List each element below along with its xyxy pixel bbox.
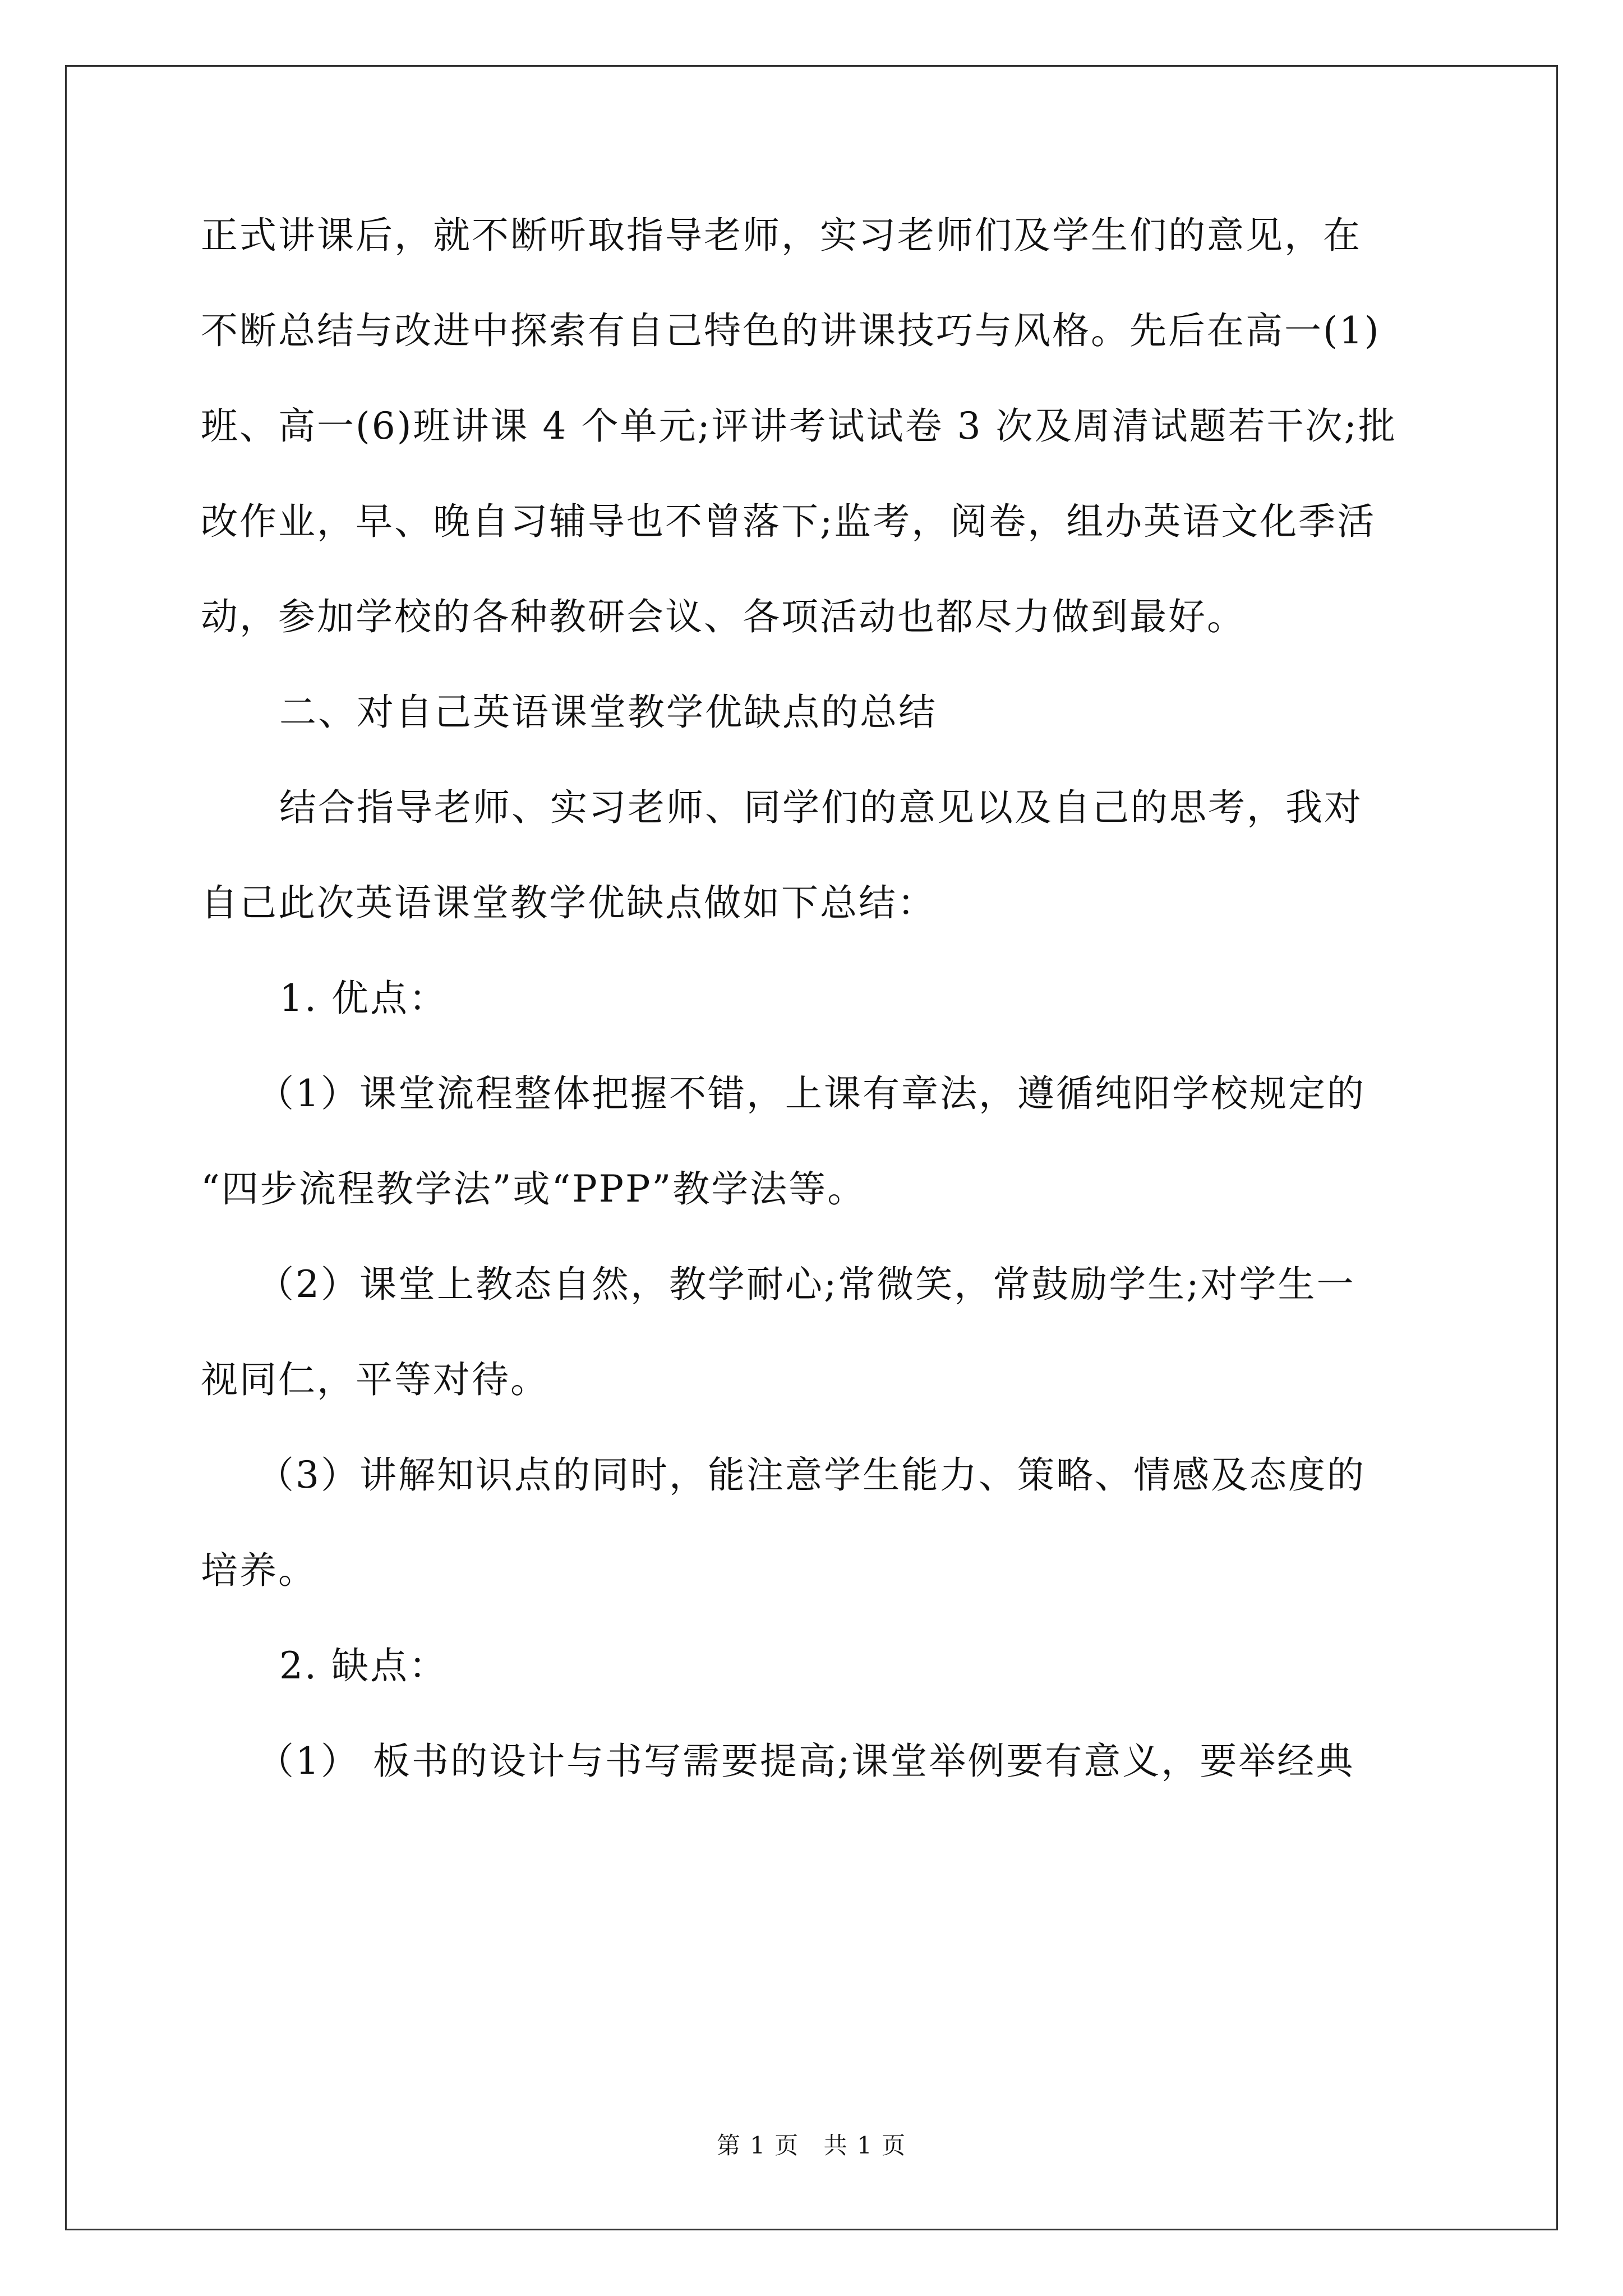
subsection-heading: 2. 缺点： [279, 1644, 448, 1687]
paragraph-line: 改作业，早、晚自习辅导也不曾落下;监考，阅卷，组办英语文化季活 [201, 500, 1376, 543]
paragraph-line: 正式讲课后，就不断听取指导老师，实习老师们及学生们的意见，在 [201, 214, 1362, 257]
list-item-continuation: “四步流程教学法”或“PPP”教学法等。 [201, 1167, 866, 1211]
page-total: 共 1 页 [823, 2132, 907, 2159]
paragraph-line: 自己此次英语课堂教学优缺点做如下总结： [201, 881, 936, 924]
paragraph-line: 动，参加学校的各种教研会议、各项活动也都尽力做到最好。 [201, 595, 1246, 638]
page-border [65, 65, 1558, 2230]
page-footer [0, 2132, 1623, 2160]
paragraph-line: 结合指导老师、实习老师、同学们的意见以及自己的思考，我对 [279, 786, 1363, 829]
page-number: 第 1 页 [716, 2132, 800, 2159]
list-item: （3）讲解知识点的同时，能注意学生能力、策略、情感及态度的 [257, 1453, 1366, 1497]
paragraph-line: 班、高一(6)班讲课 4 个单元;评讲考试试卷 3 次及周清试题若干次;批 [201, 404, 1397, 448]
list-item: （1） 板书的设计与书写需要提高;课堂举例要有意义，要举经典 [257, 1740, 1355, 1783]
list-item-continuation: 培养。 [201, 1549, 317, 1592]
paragraph-line: 不断总结与改进中探索有自己特色的讲课技巧与风格。先后在高一(1) [201, 309, 1381, 352]
subsection-heading: 1. 优点： [279, 977, 448, 1020]
section-heading: 二、对自己英语课堂教学优缺点的总结 [279, 691, 937, 734]
list-item: （2）课堂上教态自然，教学耐心;常微笑，常鼓励学生;对学生一 [257, 1263, 1355, 1306]
list-item: （1）课堂流程整体把握不错，上课有章法，遵循纯阳学校规定的 [257, 1072, 1366, 1115]
list-item-continuation: 视同仁，平等对待。 [201, 1358, 549, 1401]
